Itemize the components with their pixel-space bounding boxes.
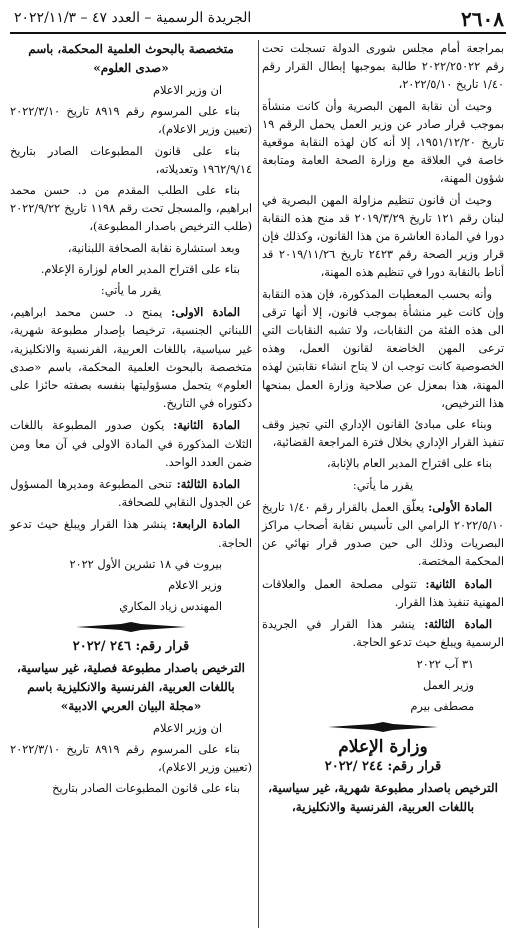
article-2	[10, 416, 252, 472]
column-divider	[258, 40, 259, 928]
article-text: يعلّق العمل بالقرار رقم ١/٤٠ تاريخ ٢٠٢٢/٥/١٠ الرامي الى تأسيس نقابة أصحاب مراكز البصريات وذلك الى حين صدور قرار نهائي عن المحكمة المختصة.	[262, 500, 504, 569]
article-label: المادة الرابعة:	[172, 517, 240, 532]
paragraph: بناء على الطلب المقدم من د. حسن محمد ابراهيم، والمسجل تحت رقم ١١٩٨ تاريخ ٢٠٢٢/٩/٢٢ (طلب الترخيص باصدار المطبوعة)،	[10, 184, 252, 234]
article-1	[262, 498, 504, 572]
article-3	[262, 615, 504, 652]
decision-number: قرار رقم: ٢٤٤ /٢٠٢٢	[324, 759, 442, 775]
article-3	[10, 475, 252, 512]
article-label: المادة الثالثة:	[424, 617, 492, 632]
article-2	[262, 575, 504, 612]
signer-title: وزير الاعلام	[168, 579, 222, 593]
paragraph: بناء على اقتراح المدير العام بالإنابة،	[326, 457, 492, 471]
left-column	[10, 40, 252, 802]
section-separator	[76, 622, 186, 632]
decides-heading: يقرر ما يأتي:	[100, 284, 162, 298]
paragraph: وحيث أن نقابة المهن البصرية وأن كانت منشأة بموجب قرار صادر عن وزير العمل يحمل الرقم ١٩ تاريخ ١٩٥١/١٢/٢٠، إلا أنه كان لهذه النقابة موقعية خاصة في العلاقة مع وزارة الصحة العامة ومتابعة شؤون المهنة،	[262, 99, 504, 186]
article-label: المادة الاولى:	[171, 305, 240, 320]
article-text: يكون صدور المطبوعة باللغات الثلاث المذكورة في المادة الاولى في آن معا ومن ضمن العدد الواحد.	[10, 419, 252, 469]
journal-title: الجريدة الرسمية – العدد ٤٧ – ٢٠٢٢/١١/٣	[14, 10, 252, 26]
paragraph: بناء على قانون المطبوعات الصادر بتاريخ	[52, 782, 240, 796]
article-label: المادة الأولى:	[428, 499, 492, 514]
right-column	[262, 40, 504, 821]
decision-title: الترخيص باصدار مطبوعة فصلية، غير سياسية، باللغات العربية، الفرنسية والانكليزية باسم «مجلة البيان العربي الادبية»	[16, 660, 246, 713]
article-text: تنحى المطبوعة ومديرها المسؤول عن الجدول النقابي للصحافة.	[10, 478, 252, 510]
article-label: المادة الثانية:	[425, 576, 493, 591]
signature-date: ٣١ آب ٢٠٢٢	[416, 657, 474, 671]
page-number: ٢٦٠٨	[461, 7, 504, 31]
paragraph: وبناء على مبادئ القانون الإداري التي تجيز وقف تنفيذ القرار الإداري بخلال فترة المراجعة القضائية،	[262, 418, 504, 450]
paragraph: بناء على المرسوم رقم ٨٩١٩ تاريخ ٢٠٢٢/٣/١٠ (تعيين وزير الاعلام)،	[10, 105, 252, 137]
article-1	[10, 303, 252, 413]
paragraph: بناء على قانون المطبوعات الصادر بتاريخ ١٩٦٢/٩/١٤ وتعديلاته،	[10, 144, 252, 176]
article-label: المادة الثالثة:	[176, 477, 241, 492]
signer-title: وزير العمل	[423, 678, 474, 692]
article-text: يمنح د. حسن محمد ابراهيم، اللبناني الجنسية، ترخيصا بإصدار مطبوعة شهرية، غير سياسية، باللغات العربية، الفرنسية والانكليزية، متخصصة بالبحوث العلمية المحكمة، باسم «صدى العلوم» يتحمل مسؤوليتها بنفسه بصفته حائزا على دكتوراه في التاريخ.	[10, 306, 252, 411]
article-4	[10, 515, 252, 552]
paragraph: وحيث أن قانون تنظيم مزاولة المهن البصرية في لبنان رقم ١٢١ تاريخ ٢٠١٩/٣/٢٩ قد منح هذه النقابة دورا في المادة العاشرة من هذا القانون، وكذلك فإن قرار وزير الصحة رقم ٢٤٢٣ تاريخ ٢٠١٩/١١/٢٦ قد أناط بالنقابة دورا في تنظيم هذه المهنة،	[262, 193, 504, 280]
signature-date: بيروت في ١٨ تشرين الأول ٢٠٢٢	[69, 557, 222, 571]
article-label: المادة الثانية:	[173, 418, 241, 433]
ministry-heading: وزارة الإعلام	[338, 737, 428, 758]
signer-name: المهندس زياد المكاري	[119, 600, 222, 614]
paragraph: ان وزير الاعلام	[153, 84, 222, 97]
decision-number: قرار رقم: ٢٤٦ /٢٠٢٢	[72, 639, 190, 655]
decision-title: الترخيص باصدار مطبوعة شهرية، غير سياسية، باللغات العربية، الفرنسية والانكليزية،	[268, 780, 498, 814]
section-separator	[328, 722, 438, 732]
paragraph: بناء على المرسوم رقم ٨٩١٩ تاريخ ٢٠٢٢/٣/١٠ (تعيين وزير الاعلام)،	[10, 742, 252, 775]
decides-heading: يقرر ما يأتي:	[352, 478, 414, 492]
article-text: ينشر هذا القرار في الجريدة الرسمية ويبلغ حيث تدعو الحاجة.	[262, 618, 504, 650]
paragraph: ان وزير الاعلام	[153, 721, 222, 735]
article-text: ينشر هذا القرار ويبلغ حيث تدعو الحاجة.	[10, 518, 252, 550]
decision-title-continued: متخصصة بالبحوث العلمية المحكمة، باسم «صدى العلوم»	[28, 42, 234, 75]
article-text: تتولى مصلحة العمل والعلاقات المهنية تنفيذ هذا القرار.	[262, 577, 504, 609]
page-header	[10, 6, 506, 34]
paragraph: وأنه بحسب المعطيات المذكورة، فإن هذه النقابة وإن كانت غير منشأة بموجب قانون، إلا أنها ترقى الى هذه الفئة من النقابات، ولا تشبه النقابات التي ترعى المهن الخاضعة لقانون العمل، وهذه الخصوصية كانت توجب ان لا يتاح انشاء نقابتين لهذه المهنة، هذا بمعزل عن صلاحية وزارة العمل بمنحها هذا الترخيص،	[262, 287, 504, 410]
paragraph: بناء على اقتراح المدير العام لوزارة الإعلام.	[40, 262, 240, 276]
paragraph: وبعد استشارة نقابة الصحافة اللبنانية،	[67, 241, 240, 255]
signer-name: مصطفى بيرم	[410, 699, 474, 713]
paragraph: بمراجعة أمام مجلس شورى الدولة تسجلت تحت رقم ٢٠٢٢/٢٥٠٢٢ طالبة بموجبها إبطال القرار رقم ١/٤٠ تاريخ ٢٠٢٢/٥/١٠،	[262, 42, 504, 92]
